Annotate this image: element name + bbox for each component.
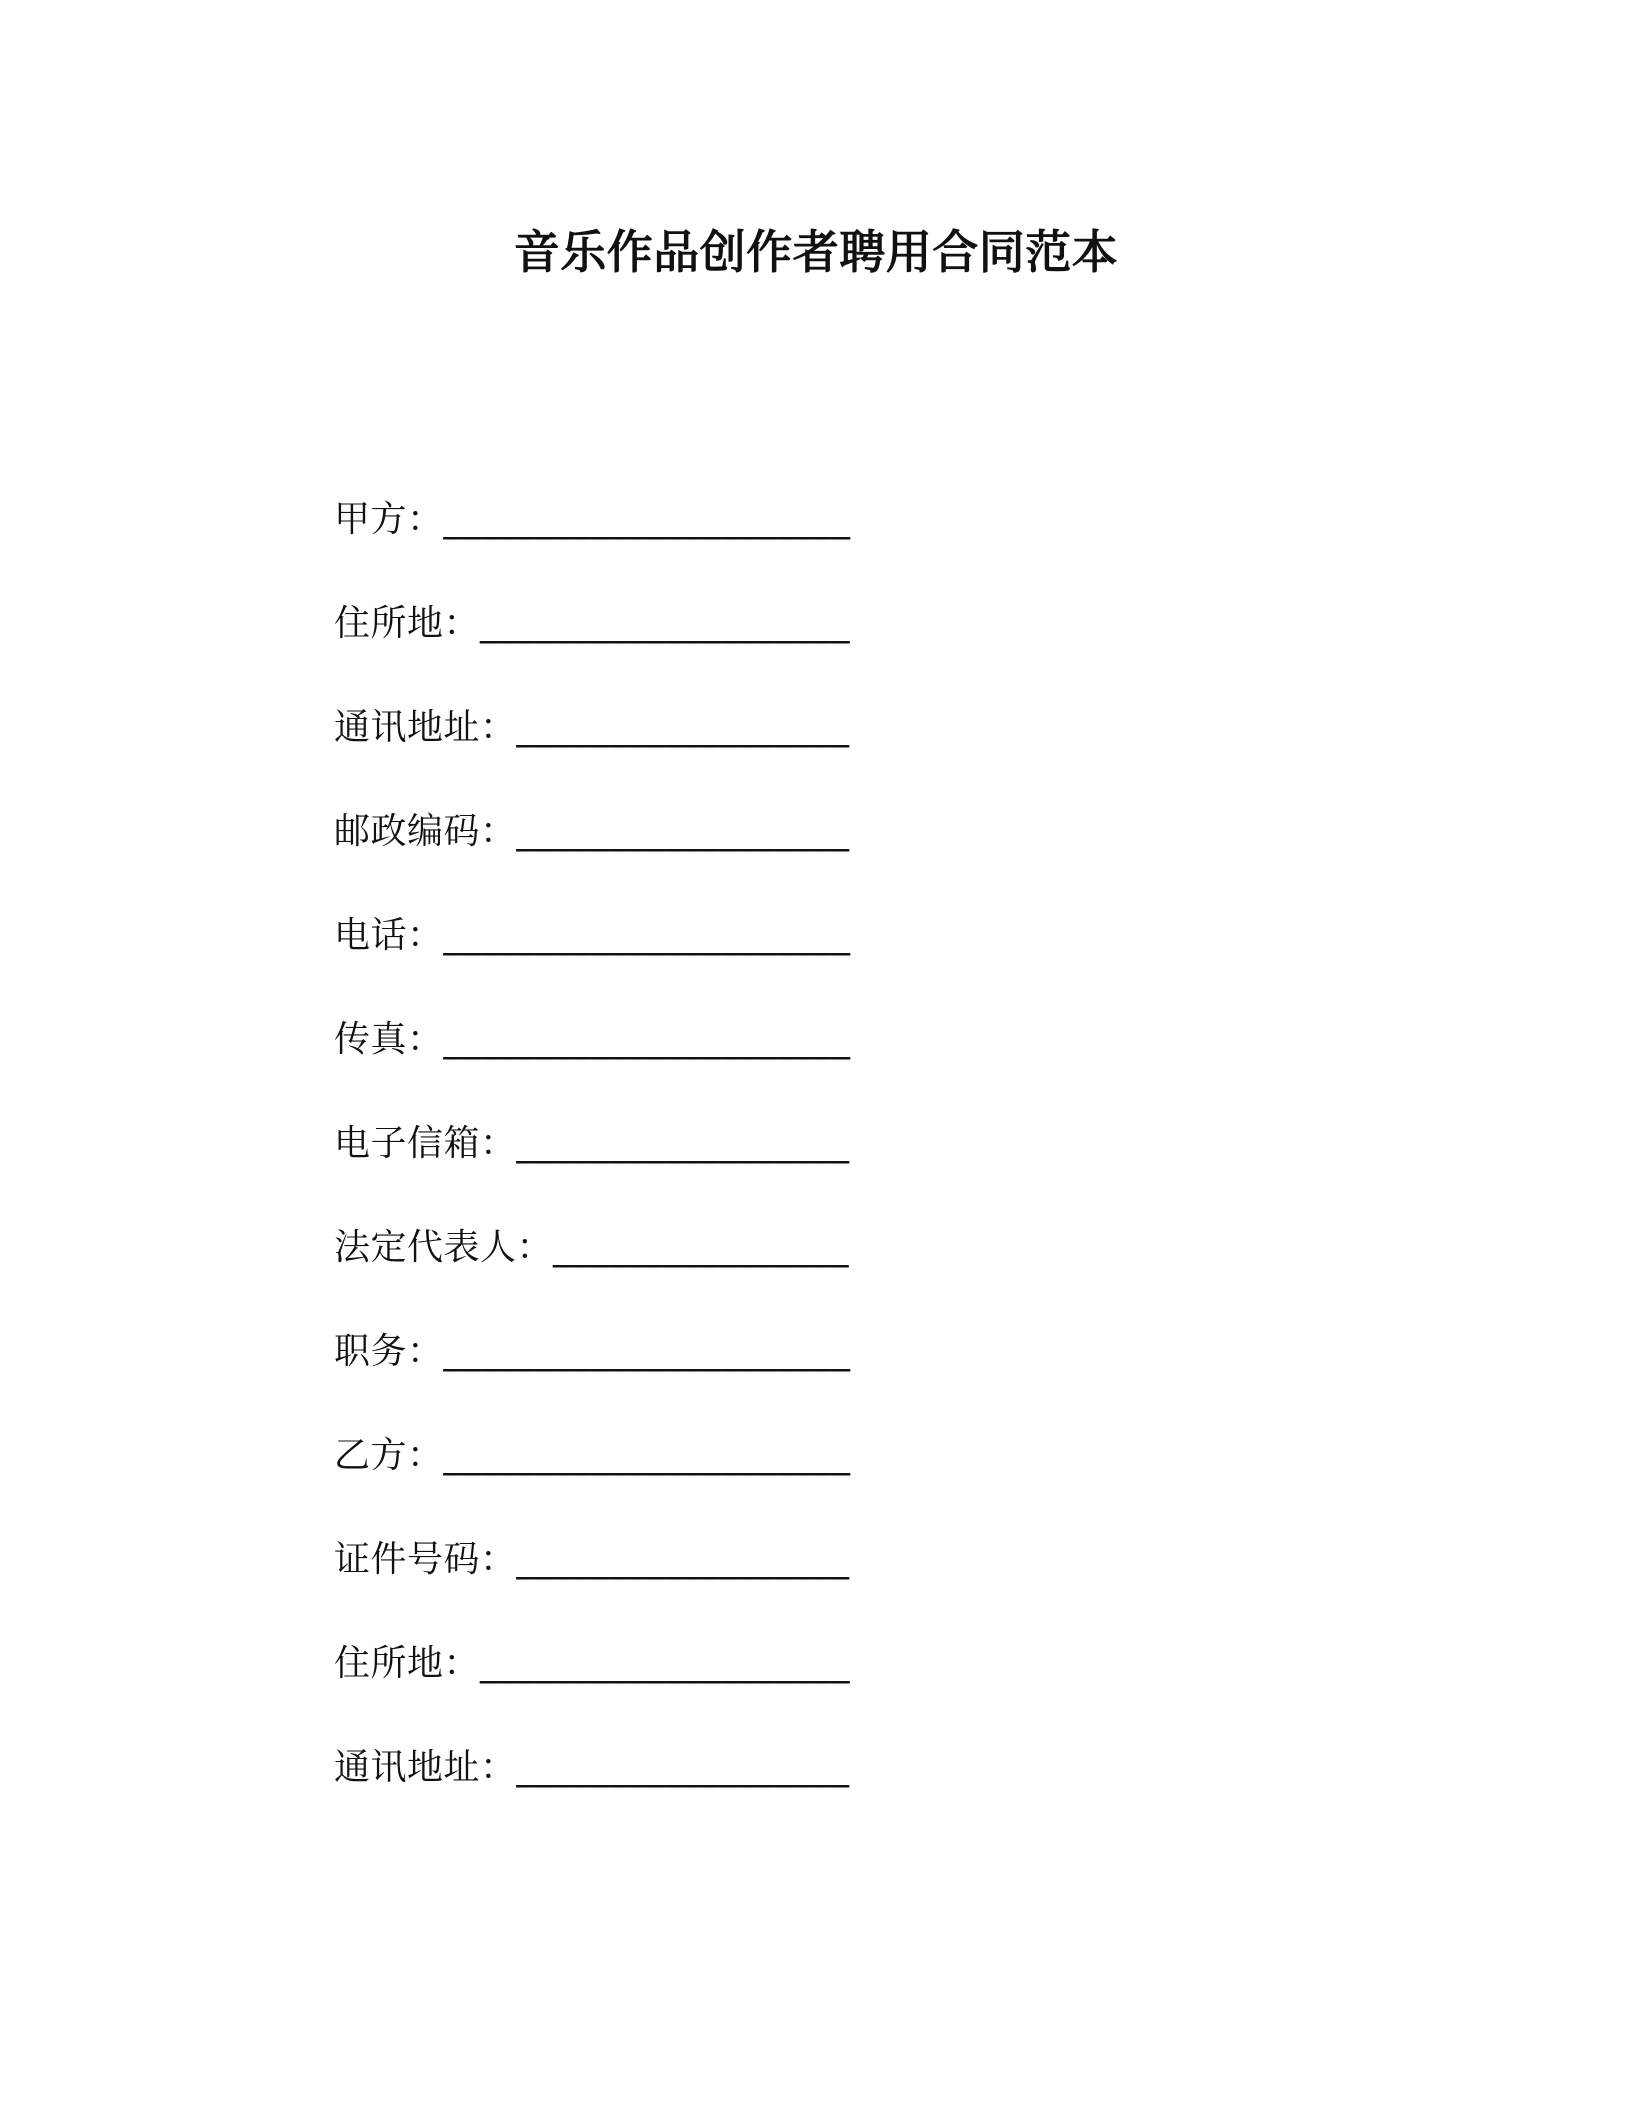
field-text: 传真：______________________ [334, 1019, 851, 1060]
field-text: 乙方：______________________ [334, 1435, 851, 1476]
field-party-a-residence [334, 596, 1334, 700]
party-info-fields [334, 492, 1334, 1844]
field-text: 通讯地址：__________________ [334, 707, 850, 748]
field-text: 甲方：______________________ [334, 499, 851, 540]
field-postal-code [334, 804, 1334, 908]
field-text: 证件号码：__________________ [334, 1539, 850, 1580]
field-party-a-mailing-address [334, 700, 1334, 804]
field-fax [334, 1012, 1334, 1116]
field-party-a [334, 492, 1334, 596]
field-id-number [334, 1532, 1334, 1636]
field-text: 通讯地址：__________________ [334, 1747, 850, 1788]
field-party-b-residence [334, 1636, 1334, 1740]
field-party-b-mailing-address [334, 1740, 1334, 1844]
field-text: 电话：______________________ [334, 915, 851, 956]
field-party-b [334, 1428, 1334, 1532]
field-text: 住所地：____________________ [334, 603, 851, 644]
field-text: 邮政编码：__________________ [334, 811, 850, 852]
field-legal-representative [334, 1220, 1334, 1324]
field-phone [334, 908, 1334, 1012]
field-text: 住所地：____________________ [334, 1643, 851, 1684]
document-title: 音乐作品创作者聘用合同范本 [513, 225, 1119, 279]
field-email [334, 1116, 1334, 1220]
field-text: 法定代表人：________________ [334, 1227, 850, 1268]
field-text: 职务：______________________ [334, 1331, 851, 1372]
field-text: 电子信箱：__________________ [334, 1123, 850, 1164]
field-position [334, 1324, 1334, 1428]
